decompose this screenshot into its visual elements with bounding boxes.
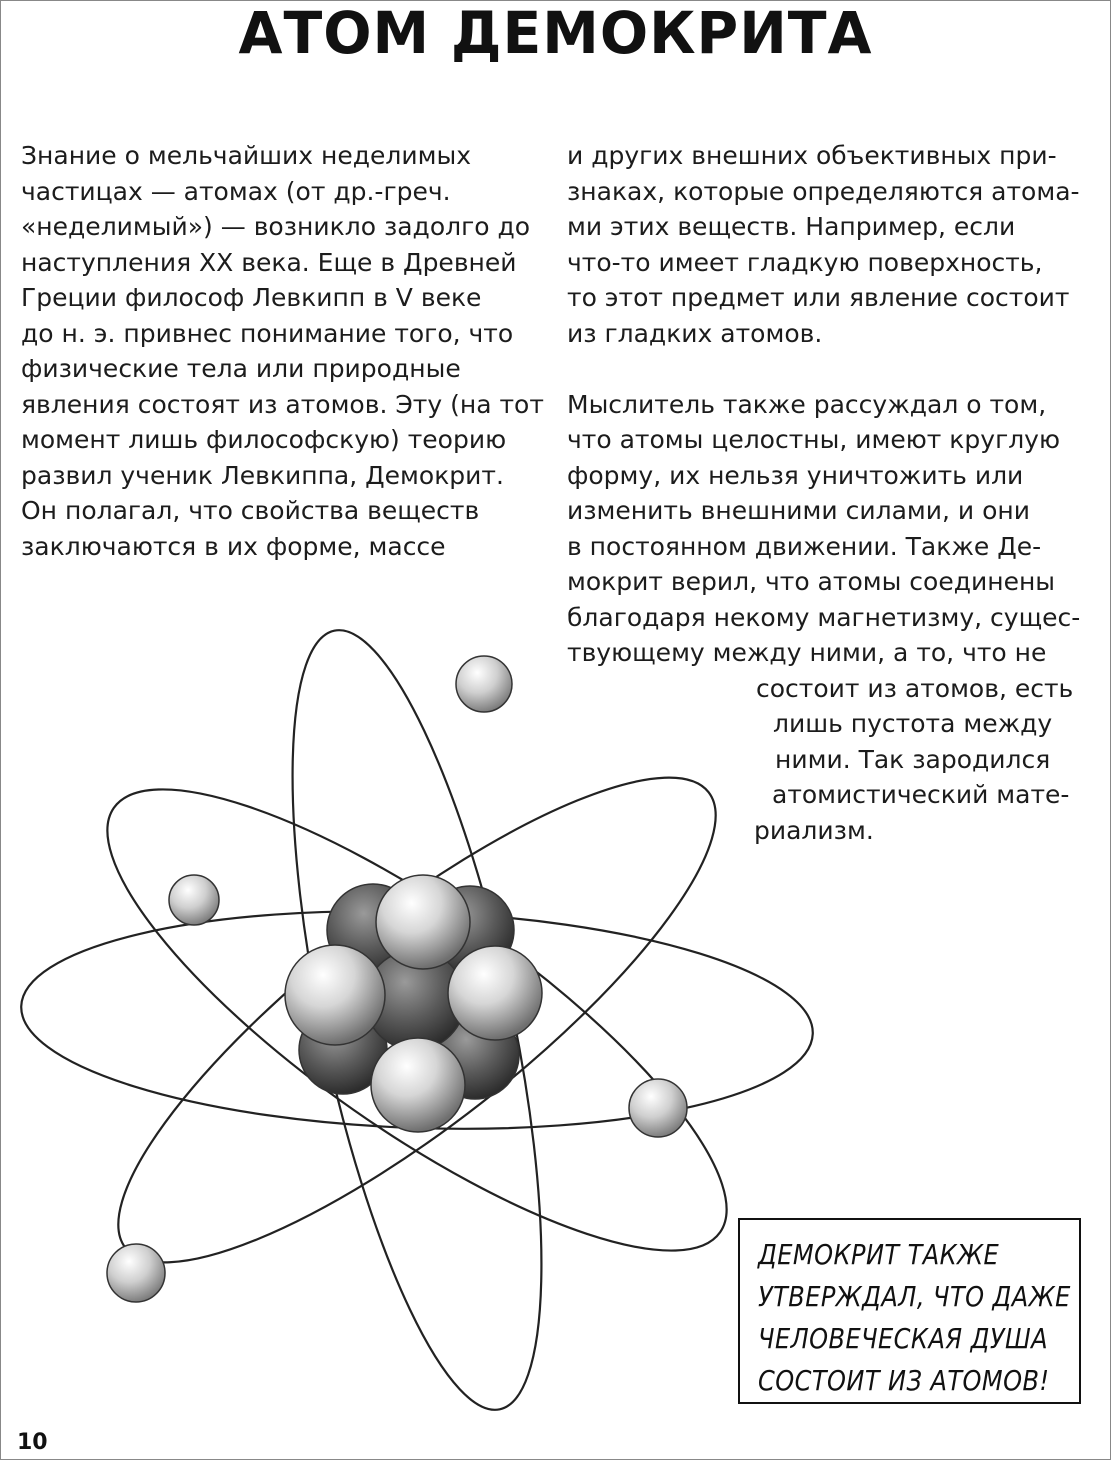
text-line: заключаются в их форме, массе [21,531,446,561]
text-line: явления состоят из атомов. Эту (на тот [21,389,544,419]
text-line: до н. э. привнес понимание того, что [21,318,514,348]
text-line: атомистический мате- [772,780,1070,809]
text-line: твующему между ними, а то, что не [567,638,1047,667]
nucleon [448,946,542,1040]
text-line: Знание о мельчайших неделимых [21,141,472,170]
text-line: то этот предмет или явление состоит [567,283,1070,312]
text-line: ними. Так зародился [775,744,1051,774]
nucleus [285,875,542,1132]
text-line: ми этих веществ. Например, если [567,212,1016,241]
callout-line: СОСТОИТ ИЗ АТОМОВ! [758,1364,1050,1397]
text-line: Он полагал, что свойства веществ [21,496,480,525]
electron [107,1244,165,1302]
atom-illustration [0,590,830,1420]
callout-line: УТВЕРЖДАЛ, ЧТО ДАЖЕ [758,1280,1071,1313]
text-line: развил ученик Левкиппа, Демокрит. [21,460,504,490]
callout-line: ЧЕЛОВЕЧЕСКАЯ ДУША [758,1322,1049,1355]
text-line: Мыслитель также рассуждал о том, [567,389,1047,419]
text-line: Греции философ Левкипп в V веке [21,283,482,312]
text-line: состоит из атомов, есть [756,673,1074,703]
text-line: мокрит верил, что атомы соединены [567,567,1056,596]
left-text-column [21,138,544,564]
nucleon [371,1038,465,1132]
text-line: форму, их нельзя уничтожить или [567,460,1024,490]
page-title: АТОМ ДЕМОКРИТА [238,0,873,67]
text-line: «неделимый») — возникло задолго до [21,212,531,241]
paragraph-gap [567,351,1080,387]
text-line: что атомы целостны, имеют круглую [567,425,1061,454]
text-line: и других внешних объективных при- [567,141,1057,170]
electron [169,875,219,925]
text-line: физические тела или природные [21,354,461,383]
text-line: момент лишь философскую) теорию [21,425,507,454]
electron [629,1079,687,1137]
text-line: из гладких атомов. [567,318,823,348]
text-line: благодаря некому магнетизму, сущес- [567,602,1081,632]
text-line: знаках, которые определяются атома- [567,176,1080,206]
nucleon [376,875,470,969]
text-line: что-то имеет гладкую поверхность, [567,247,1043,277]
text-line: риализм. [754,815,874,845]
page-number: 10 [17,1430,48,1455]
text-line: наступления XX века. Еще в Древней [21,247,517,277]
text-line: лишь пустота между [773,709,1053,738]
callout-box [738,1218,1081,1404]
nucleon [285,945,385,1045]
text-line: в постоянном движении. Также Де- [567,531,1042,561]
text-line: изменить внешними силами, и они [567,496,1030,525]
electron [456,656,512,712]
callout-line: ДЕМОКРИТ ТАКЖЕ [758,1238,1000,1271]
text-line: частицах — атомах (от др.-греч. [21,176,451,206]
